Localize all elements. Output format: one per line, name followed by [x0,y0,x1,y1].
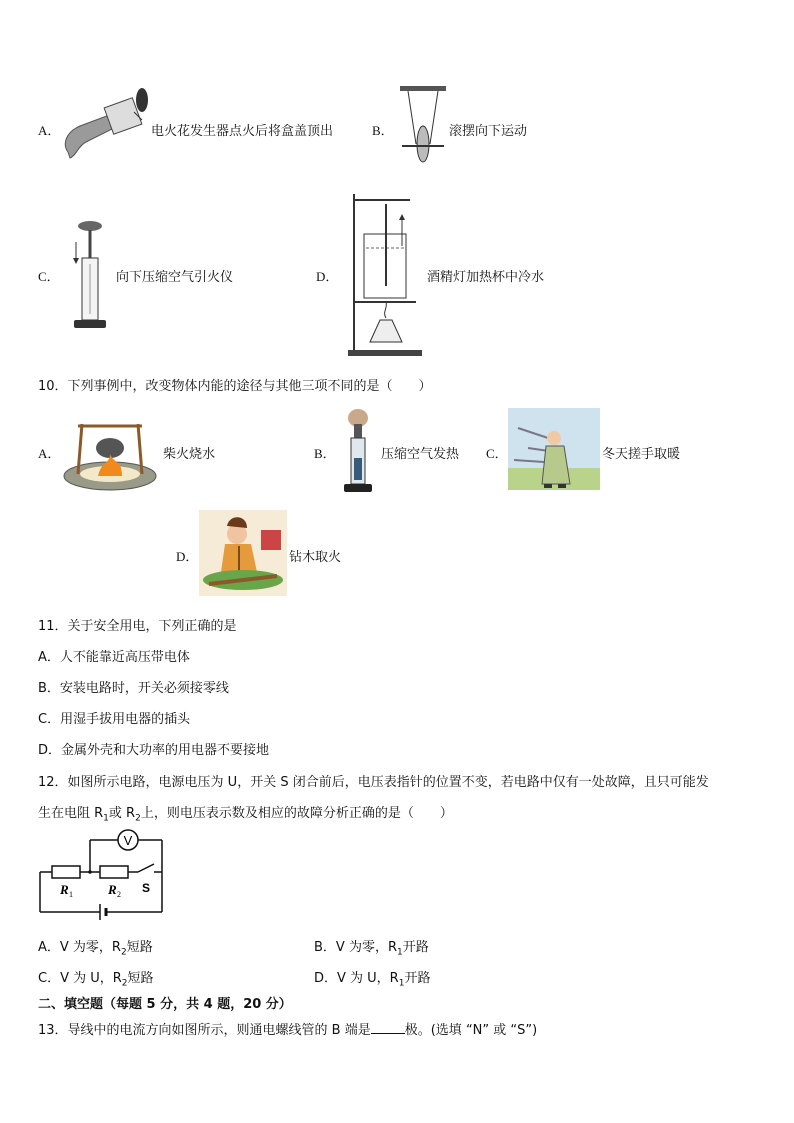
q12-d-post: 开路 [404,971,431,986]
q12-stem-line2 [38,802,453,824]
q12-c-post: 短路 [127,971,154,986]
q12-b-pre: B．V 为零，R [314,940,397,955]
q10-a-letter: A． [38,446,61,461]
q10-c-letter: C． [486,446,508,461]
campfire-kettle-illustration [60,414,160,494]
voltmeter-label: V [123,833,133,848]
q12-circuit-diagram [38,828,168,918]
q10-d-letter: D． [176,549,199,564]
q12-a-post: 短路 [126,940,153,955]
q13-answer-blank[interactable] [371,1021,405,1034]
r2-label-sub: 2 [117,890,121,899]
r2-label: R [108,882,117,897]
q12-sub-1: 1 [103,813,109,824]
rubbing-hands-winter-illustration [508,408,600,490]
resistor-r2 [100,866,128,878]
switch-s [138,864,154,872]
q12-d-pre: D．V 为 U，R [314,971,399,986]
q10-a-text: 柴火烧水 [163,447,216,462]
q10-b-letter: B． [314,446,336,461]
air-compression-igniter-illustration [64,218,114,332]
q13-stem-post: 极。(选填 “N” 或 “S”) [404,1023,538,1038]
drilling-wood-fire-illustration [199,510,287,596]
q12-option-b [314,936,429,958]
air-compression-heating-illustration [338,406,378,496]
q12-stem-line1: 12．如图所示电路，电源电压为 U，开关 S 闭合前后，电压表指针的位置不变，若电路中仅有一处故障，且只可能发 [38,775,709,790]
q9-d-letter: D． [316,269,339,284]
q9-a-letter: A． [38,123,61,138]
q12-sub-2: 2 [135,813,141,824]
q11-option-c: C．用湿手拔用电器的插头 [38,712,191,727]
q9-c-letter: C． [38,269,60,284]
q11-option-a: A．人不能靠近高压带电体 [38,650,190,665]
q11-option-b: B．安装电路时，开关必须接零线 [38,681,229,696]
q10-stem: 10．下列事例中，改变物体内能的途径与其他三项不同的是（ ） [38,379,432,394]
alcohol-lamp-heating-illustration [344,190,426,358]
r1-label-sub: 1 [69,890,73,899]
q12-option-a [38,936,153,958]
q10-d-text: 钻木取火 [289,550,342,565]
q10-b-text: 压缩空气发热 [381,447,460,462]
q12-b-post: 开路 [402,940,429,955]
q11-stem: 11．关于安全用电，下列正确的是 [38,619,237,634]
r1-label: R [60,882,69,897]
q11-option-d: D．金属外壳和大功率的用电器不要接地 [38,743,270,758]
q9-d-text: 酒精灯加热杯中冷水 [427,270,545,285]
q13-stem [38,1019,537,1038]
q12-a-sub: 2 [120,947,127,958]
q12-c-pre: C．V 为 U，R [38,971,122,986]
q12-stem-post: 上，则电压表示数及相应的故障分析正确的是（ ） [140,806,453,821]
spark-generator-illustration [60,86,152,166]
q9-b-letter: B． [372,123,394,138]
q12-b-sub: 1 [396,947,403,958]
q12-stem-pre: 生在电阻 R [38,806,104,821]
q9-c-text: 向下压缩空气引火仪 [116,270,234,285]
q9-b-text: 滚摆向下运动 [449,124,528,139]
q12-d-sub: 1 [398,978,405,989]
q9-a-text: 电火花发生器点火后将盒盖顶出 [151,124,334,139]
switch-label: S [142,881,151,895]
rolling-pendulum-illustration [398,84,448,172]
q12-option-d [314,967,430,989]
q12-a-pre: A．V 为零，R [38,940,121,955]
q12-c-sub: 2 [121,978,128,989]
q13-stem-pre: 13．导线中的电流方向如图所示，则通电螺线管的 B 端是 [38,1023,371,1038]
q12-option-c [38,967,154,989]
q10-c-text: 冬天搓手取暖 [602,447,681,462]
q12-stem-mid: 或 R [108,806,136,821]
resistor-r1 [52,866,80,878]
section-2-title: 二、填空题（每题 5 分，共 4 题，20 分） [38,997,292,1012]
